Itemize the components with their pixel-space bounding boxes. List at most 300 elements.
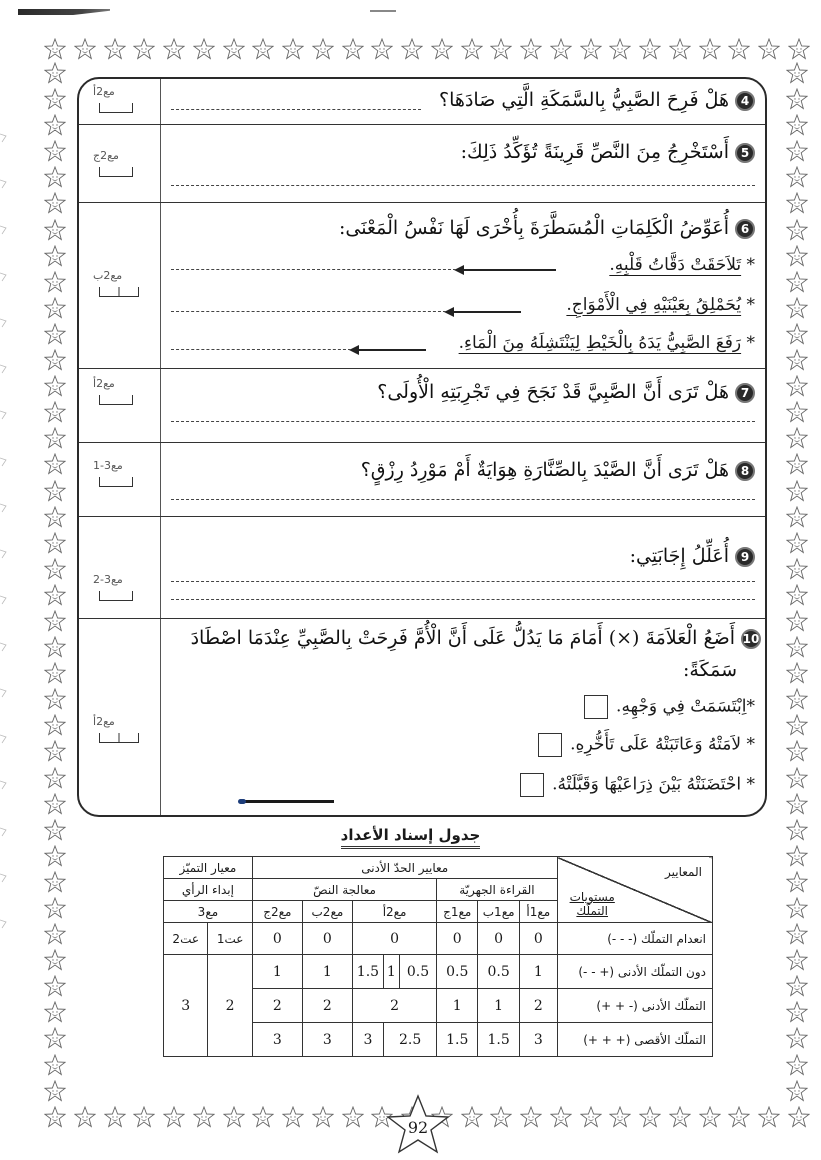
smiley-star-icon <box>786 949 808 971</box>
question-text <box>191 627 761 649</box>
answer-line[interactable] <box>171 421 755 422</box>
smiley-star-icon <box>104 38 126 60</box>
bleed-through-stars <box>0 130 14 930</box>
answer-line[interactable] <box>171 581 755 582</box>
smiley-star-icon <box>44 192 66 214</box>
smiley-star-icon <box>786 453 808 475</box>
pen-stroke-mark <box>242 800 334 803</box>
smiley-star-icon <box>786 62 808 84</box>
score-criterion-label: مع2أ <box>93 85 115 98</box>
option-text: لاَمَتْهُ وَعَاتَبَتْهُ عَلَى تَأَخُّرِهِ. <box>570 734 742 755</box>
smiley-star-icon <box>669 1106 691 1128</box>
option-checkbox[interactable] <box>520 773 544 797</box>
score-value: 0 <box>302 923 352 955</box>
score-cell <box>79 517 161 618</box>
smiley-star-icon <box>490 1106 512 1128</box>
bullet: * <box>746 295 755 315</box>
synonym-item-3 <box>459 333 755 353</box>
level-cell <box>557 989 712 1023</box>
question-text <box>377 381 755 403</box>
smiley-star-icon <box>44 740 66 762</box>
score-box[interactable] <box>99 395 133 405</box>
smiley-star-icon <box>461 1106 483 1128</box>
smiley-star-icon <box>786 480 808 502</box>
smiley-star-icon <box>163 38 185 60</box>
smiley-star-icon <box>44 1080 66 1102</box>
score-value: 0 <box>352 923 436 955</box>
star-border-right <box>786 62 808 1102</box>
bleed-through-star-icon <box>0 269 14 283</box>
smiley-star-icon <box>786 584 808 606</box>
smiley-star-icon <box>312 38 334 60</box>
score-value: 0.5 <box>478 955 520 989</box>
bleed-through-star-icon <box>0 407 14 421</box>
level-code: (- + +) <box>596 998 638 1013</box>
question-text <box>630 545 755 567</box>
smiley-star-icon <box>44 401 66 423</box>
smiley-star-icon <box>193 38 215 60</box>
smiley-star-icon <box>786 532 808 554</box>
question-text <box>339 217 755 239</box>
levels-label-line-1: مستويات <box>569 890 615 904</box>
score-value: 1 <box>437 989 478 1023</box>
smiley-star-icon <box>44 1106 66 1128</box>
grading-table <box>163 856 713 1057</box>
smiley-star-icon <box>786 558 808 580</box>
smiley-star-icon <box>44 62 66 84</box>
smiley-star-icon <box>133 38 155 60</box>
question-prompt: أُعَلِّلُ إِجَابَتِي: <box>629 545 729 567</box>
bleed-through-star-icon <box>0 130 14 144</box>
bleed-through-star-icon <box>0 222 14 236</box>
opinion-value: عت1 <box>208 923 252 955</box>
smiley-star-icon <box>282 1106 304 1128</box>
question-body <box>161 203 765 368</box>
question-body <box>161 369 765 442</box>
score-value: 1 <box>478 989 520 1023</box>
smiley-star-icon <box>520 38 542 60</box>
arrow-left-icon <box>351 349 426 351</box>
score-value: 0 <box>478 923 520 955</box>
question-text <box>439 89 755 111</box>
smiley-star-icon <box>786 192 808 214</box>
smiley-star-icon <box>786 506 808 528</box>
smiley-star-icon <box>133 1106 155 1128</box>
level-name: التملّك الأدنى <box>641 998 706 1013</box>
bleed-through-star-icon <box>0 731 14 745</box>
smiley-star-icon <box>609 1106 631 1128</box>
smiley-star-icon <box>44 140 66 162</box>
question-body <box>161 443 765 516</box>
bleed-through-star-icon <box>0 639 14 653</box>
smiley-star-icon <box>104 1106 126 1128</box>
sentence-text: يُحَمْلِقُ بِعَيْنَيْهِ فِي الْأَمْوَاجِ. <box>566 295 742 315</box>
reading-aloud-header: القراءة الجهريّة <box>437 879 557 901</box>
header-row-1 <box>164 857 713 879</box>
question-body <box>161 79 765 124</box>
sub-criterion: مع2ج <box>252 901 302 923</box>
min-criteria-header: معايير الحدّ الأدنى <box>252 857 557 879</box>
bullet: * <box>746 696 755 717</box>
bullet: * <box>746 255 755 275</box>
level-cell <box>557 1023 712 1057</box>
smiley-star-icon <box>728 38 750 60</box>
sub-criterion: مع1أ <box>520 901 558 923</box>
smiley-star-icon <box>758 38 780 60</box>
smiley-star-icon <box>786 297 808 319</box>
opinion-value: 3 <box>164 955 208 1057</box>
smiley-star-icon <box>786 1054 808 1076</box>
grading-table-title-text: جدول إسناد الأعداد <box>341 826 481 849</box>
smiley-star-icon <box>490 38 512 60</box>
smiley-star-icon <box>74 38 96 60</box>
smiley-star-icon <box>44 297 66 319</box>
smiley-star-icon <box>786 688 808 710</box>
smiley-star-icon <box>44 610 66 632</box>
question-number-badge: 10 <box>741 629 761 649</box>
smiley-star-icon <box>461 38 483 60</box>
bleed-through-star-icon <box>0 870 14 884</box>
score-cell <box>79 203 161 368</box>
smiley-star-icon <box>44 584 66 606</box>
smiley-star-icon <box>44 897 66 919</box>
smiley-star-icon <box>786 166 808 188</box>
option-text: احْتَضَنَتْهُ بَيْنَ ذِرَاعَيْهَا وَقَبَّلَتْهُ. <box>552 774 742 795</box>
score-value: 1.5 <box>478 1023 520 1057</box>
question-7 <box>79 369 765 443</box>
text-processing-header: معالجة النصّ <box>252 879 436 901</box>
score-criterion-label: مع3-2 <box>93 573 123 586</box>
smiley-star-icon <box>44 949 66 971</box>
smiley-star-icon <box>786 740 808 762</box>
question-number-badge: 6 <box>735 219 755 239</box>
bullet: * <box>746 774 755 795</box>
sub-criterion: مع1ج <box>437 901 478 923</box>
score-criterion-label: مع2ب <box>93 269 123 282</box>
smiley-star-icon <box>520 1106 542 1128</box>
bleed-through-star-icon <box>0 685 14 699</box>
bleed-through-star-icon <box>0 500 14 514</box>
bleed-through-star-icon <box>0 916 14 930</box>
score-box[interactable] <box>99 287 139 297</box>
answer-line[interactable] <box>171 269 456 270</box>
smiley-star-icon <box>44 636 66 658</box>
smiley-star-icon <box>786 767 808 789</box>
bleed-through-star-icon <box>0 176 14 190</box>
smiley-star-icon <box>786 975 808 997</box>
smiley-star-icon <box>786 323 808 345</box>
option-checkbox[interactable] <box>584 695 608 719</box>
synonym-item-1 <box>609 255 755 275</box>
scan-artifact-dash <box>370 10 396 12</box>
score-value: 2 <box>252 989 302 1023</box>
score-value: 1.5 <box>437 1023 478 1057</box>
score-value: 1 <box>302 955 352 989</box>
score-value: 3 <box>252 1023 302 1057</box>
answer-line[interactable] <box>171 109 421 110</box>
smiley-star-icon <box>44 88 66 110</box>
score-value: 3 <box>352 1023 383 1057</box>
level-name: انعدام التملّك <box>641 931 706 946</box>
smiley-star-icon <box>44 845 66 867</box>
smiley-star-icon <box>758 1106 780 1128</box>
smiley-star-icon <box>431 38 453 60</box>
excellence-criterion-header: معيار التميّز <box>164 857 253 879</box>
smiley-star-icon <box>44 688 66 710</box>
score-box[interactable] <box>99 167 133 177</box>
option-3 <box>520 773 755 797</box>
smiley-star-icon <box>282 38 304 60</box>
level-name: التملّك الأقصى <box>634 1032 706 1047</box>
score-value: 0 <box>252 923 302 955</box>
smiley-star-icon <box>44 219 66 241</box>
question-number-badge: 8 <box>735 461 755 481</box>
question-6 <box>79 203 765 369</box>
smiley-star-icon <box>44 427 66 449</box>
question-8 <box>79 443 765 517</box>
smiley-star-icon <box>342 1106 364 1128</box>
smiley-star-icon <box>786 662 808 684</box>
smiley-star-icon <box>786 114 808 136</box>
smiley-star-icon <box>639 38 661 60</box>
bleed-through-star-icon <box>0 777 14 791</box>
question-prompt-line-2: سَمَكَةً: <box>683 659 737 681</box>
question-10 <box>79 619 765 817</box>
bleed-through-star-icon <box>0 592 14 606</box>
smiley-star-icon <box>786 845 808 867</box>
smiley-star-icon <box>44 38 66 60</box>
smiley-star-icon <box>44 714 66 736</box>
score-criterion-label: مع2أ <box>93 377 115 390</box>
smiley-star-icon <box>342 38 364 60</box>
level-row-none <box>164 923 713 955</box>
smiley-star-icon <box>44 375 66 397</box>
smiley-star-icon <box>788 38 810 60</box>
score-cell <box>79 125 161 202</box>
grading-table-title <box>0 826 821 844</box>
page-number: 92 <box>407 1118 429 1137</box>
score-cell <box>79 369 161 442</box>
question-number-badge: 7 <box>735 383 755 403</box>
question-number-badge: 4 <box>735 91 755 111</box>
score-criterion-label: مع2أ <box>93 715 115 728</box>
smiley-star-icon <box>44 349 66 371</box>
question-body <box>161 517 765 618</box>
smiley-star-icon <box>786 793 808 815</box>
answer-line[interactable] <box>171 185 755 186</box>
level-name: دون التملّك الأدنى <box>617 964 706 979</box>
answer-line[interactable] <box>171 311 446 312</box>
question-number-badge: 5 <box>735 143 755 163</box>
sentence-text: رَفَعَ الصَّبِيُّ يَدَهُ بِالْخَيْطِ لِيَنْتَشِلَهُ مِنَ الْمَاءِ. <box>458 333 742 353</box>
bleed-through-star-icon <box>0 454 14 468</box>
score-value: 0.5 <box>399 955 437 989</box>
smiley-star-icon <box>44 793 66 815</box>
smiley-star-icon <box>44 506 66 528</box>
question-prompt: أُعَوِّضُ الْكَلِمَاتِ الْمُسَطَّرَةَ بِأُخْرَى لَهَا نَفْسُ الْمَعْنَى: <box>338 217 729 239</box>
smiley-star-icon <box>312 1106 334 1128</box>
smiley-star-icon <box>223 38 245 60</box>
smiley-star-icon <box>44 923 66 945</box>
smiley-star-icon <box>639 1106 661 1128</box>
synonym-item-2 <box>566 295 755 315</box>
score-value: 1.5 <box>352 955 383 989</box>
smiley-star-icon <box>371 38 393 60</box>
score-box[interactable] <box>99 103 133 113</box>
smiley-star-icon <box>786 897 808 919</box>
smiley-star-icon <box>252 38 274 60</box>
smiley-star-icon <box>786 349 808 371</box>
scan-artifact-mark <box>18 9 110 15</box>
score-cell <box>79 619 161 817</box>
smiley-star-icon <box>786 714 808 736</box>
smiley-star-icon <box>786 401 808 423</box>
score-value: 2 <box>520 989 558 1023</box>
smiley-star-icon <box>74 1106 96 1128</box>
score-value: 1 <box>520 955 558 989</box>
score-criterion-label: مع3-1 <box>93 459 123 472</box>
smiley-star-icon <box>786 1080 808 1102</box>
smiley-star-icon <box>44 767 66 789</box>
score-value: 3 <box>520 1023 558 1057</box>
smiley-star-icon <box>44 871 66 893</box>
question-number-badge: 9 <box>735 547 755 567</box>
smiley-star-icon <box>252 1106 274 1128</box>
question-prompt: هَلْ تَرَى أَنَّ الصَّبِيَّ قَدْ نَجَحَ فِي تَجْرِبَتِهِ الْأُولَى؟ <box>377 381 729 403</box>
question-5 <box>79 125 765 203</box>
level-code: (+ + +) <box>583 1032 631 1047</box>
smiley-star-icon <box>786 610 808 632</box>
level-row-below-min <box>164 955 713 989</box>
score-value: 2 <box>352 989 436 1023</box>
score-value: 1 <box>383 955 399 989</box>
option-1 <box>584 695 755 719</box>
smiley-star-icon <box>44 532 66 554</box>
smiley-star-icon <box>786 1001 808 1023</box>
option-text: اِبْتَسَمَتْ فِي وَجْهِهِ. <box>616 696 747 717</box>
arrow-left-icon <box>446 311 521 313</box>
level-cell <box>557 923 712 955</box>
score-value: 0 <box>437 923 478 955</box>
smiley-star-icon <box>728 1106 750 1128</box>
questions-frame <box>77 77 767 817</box>
smiley-star-icon <box>786 923 808 945</box>
score-value: 0.5 <box>437 955 478 989</box>
arrow-left-icon <box>456 269 556 271</box>
sentence-text: تَلاَحَقَتْ دَقَّاتُ قَلْبِهِ. <box>609 255 742 275</box>
smiley-star-icon <box>786 219 808 241</box>
bullet: * <box>746 734 755 755</box>
smiley-star-icon <box>44 975 66 997</box>
smiley-star-icon <box>699 1106 721 1128</box>
smiley-star-icon <box>44 1027 66 1049</box>
smiley-star-icon <box>44 114 66 136</box>
question-4 <box>79 79 765 125</box>
score-cell <box>79 79 161 124</box>
smiley-star-icon <box>44 323 66 345</box>
bleed-through-star-icon <box>0 315 14 329</box>
smiley-star-icon <box>550 1106 572 1128</box>
option-checkbox[interactable] <box>538 733 562 757</box>
question-body <box>161 619 765 817</box>
smiley-star-icon <box>786 427 808 449</box>
smiley-star-icon <box>401 38 423 60</box>
score-value: 0 <box>520 923 558 955</box>
question-text <box>361 459 755 481</box>
smiley-star-icon <box>786 1027 808 1049</box>
score-value: 3 <box>302 1023 352 1057</box>
score-value: 2.5 <box>383 1023 436 1057</box>
criteria-label: المعايير <box>665 865 702 879</box>
level-code: (+ - -) <box>578 964 615 979</box>
levels-label <box>570 890 615 918</box>
smiley-star-icon <box>44 453 66 475</box>
star-border-left <box>44 62 66 1102</box>
score-box[interactable] <box>99 477 133 487</box>
answer-line[interactable] <box>171 499 755 500</box>
question-body <box>161 125 765 202</box>
smiley-star-icon <box>44 480 66 502</box>
score-cell <box>79 443 161 516</box>
smiley-star-icon <box>786 88 808 110</box>
score-box[interactable] <box>99 591 133 601</box>
opinion-header: إبداء الرأي <box>164 879 253 901</box>
smiley-star-icon <box>786 375 808 397</box>
score-value: 2 <box>302 989 352 1023</box>
score-box[interactable] <box>99 733 139 743</box>
star-border-top <box>44 38 810 60</box>
option-2 <box>538 733 755 757</box>
smiley-star-icon <box>44 271 66 293</box>
score-criterion-label: مع2ج <box>93 149 119 162</box>
criteria-levels-header <box>557 857 712 923</box>
smiley-star-icon <box>580 1106 602 1128</box>
smiley-star-icon <box>44 662 66 684</box>
smiley-star-icon <box>786 636 808 658</box>
opinion-value: 2 <box>208 955 252 1057</box>
smiley-star-icon <box>786 871 808 893</box>
level-code: (- - -) <box>607 931 638 946</box>
smiley-star-icon <box>44 1054 66 1076</box>
question-prompt: هَلْ تَرَى أَنَّ الصَّيْدَ بِالصِّنَّارَةِ هِوَايَةٌ أَمْ مَوْرِدُ رِزْقٍ؟ <box>360 459 729 481</box>
smiley-star-icon <box>44 1001 66 1023</box>
bleed-through-star-icon <box>0 546 14 560</box>
bleed-through-star-icon <box>0 361 14 375</box>
smiley-star-icon <box>788 1106 810 1128</box>
sub-criterion: مع2ب <box>302 901 352 923</box>
smiley-star-icon <box>786 245 808 267</box>
question-prompt-line-1: أَضَعُ الْعَلاَمَةَ (×) أَمَامَ مَا يَدُلُّ عَلَى أَنَّ الْأُمَّ فَرِحَتْ بِالصَّبِيِّ عِنْدَمَا اصْطَادَ <box>190 627 735 649</box>
smiley-star-icon <box>44 166 66 188</box>
level-cell <box>557 955 712 989</box>
answer-line[interactable] <box>171 599 755 600</box>
smiley-star-icon <box>669 38 691 60</box>
answer-line[interactable] <box>171 349 351 350</box>
smiley-star-icon <box>550 38 572 60</box>
sub-criterion: مع3 <box>164 901 253 923</box>
levels-label-line-2: التملّك <box>576 904 609 918</box>
question-prompt: هَلْ فَرِحَ الصَّبِيُّ بِالسَّمَكَةِ الَّتِي صَادَهَا؟ <box>439 89 729 111</box>
smiley-star-icon <box>580 38 602 60</box>
opinion-value: عت2 <box>164 923 208 955</box>
smiley-star-icon <box>193 1106 215 1128</box>
smiley-star-icon <box>163 1106 185 1128</box>
smiley-star-icon <box>786 140 808 162</box>
smiley-star-icon <box>609 38 631 60</box>
smiley-star-icon <box>786 271 808 293</box>
smiley-star-icon <box>44 245 66 267</box>
smiley-star-icon <box>223 1106 245 1128</box>
